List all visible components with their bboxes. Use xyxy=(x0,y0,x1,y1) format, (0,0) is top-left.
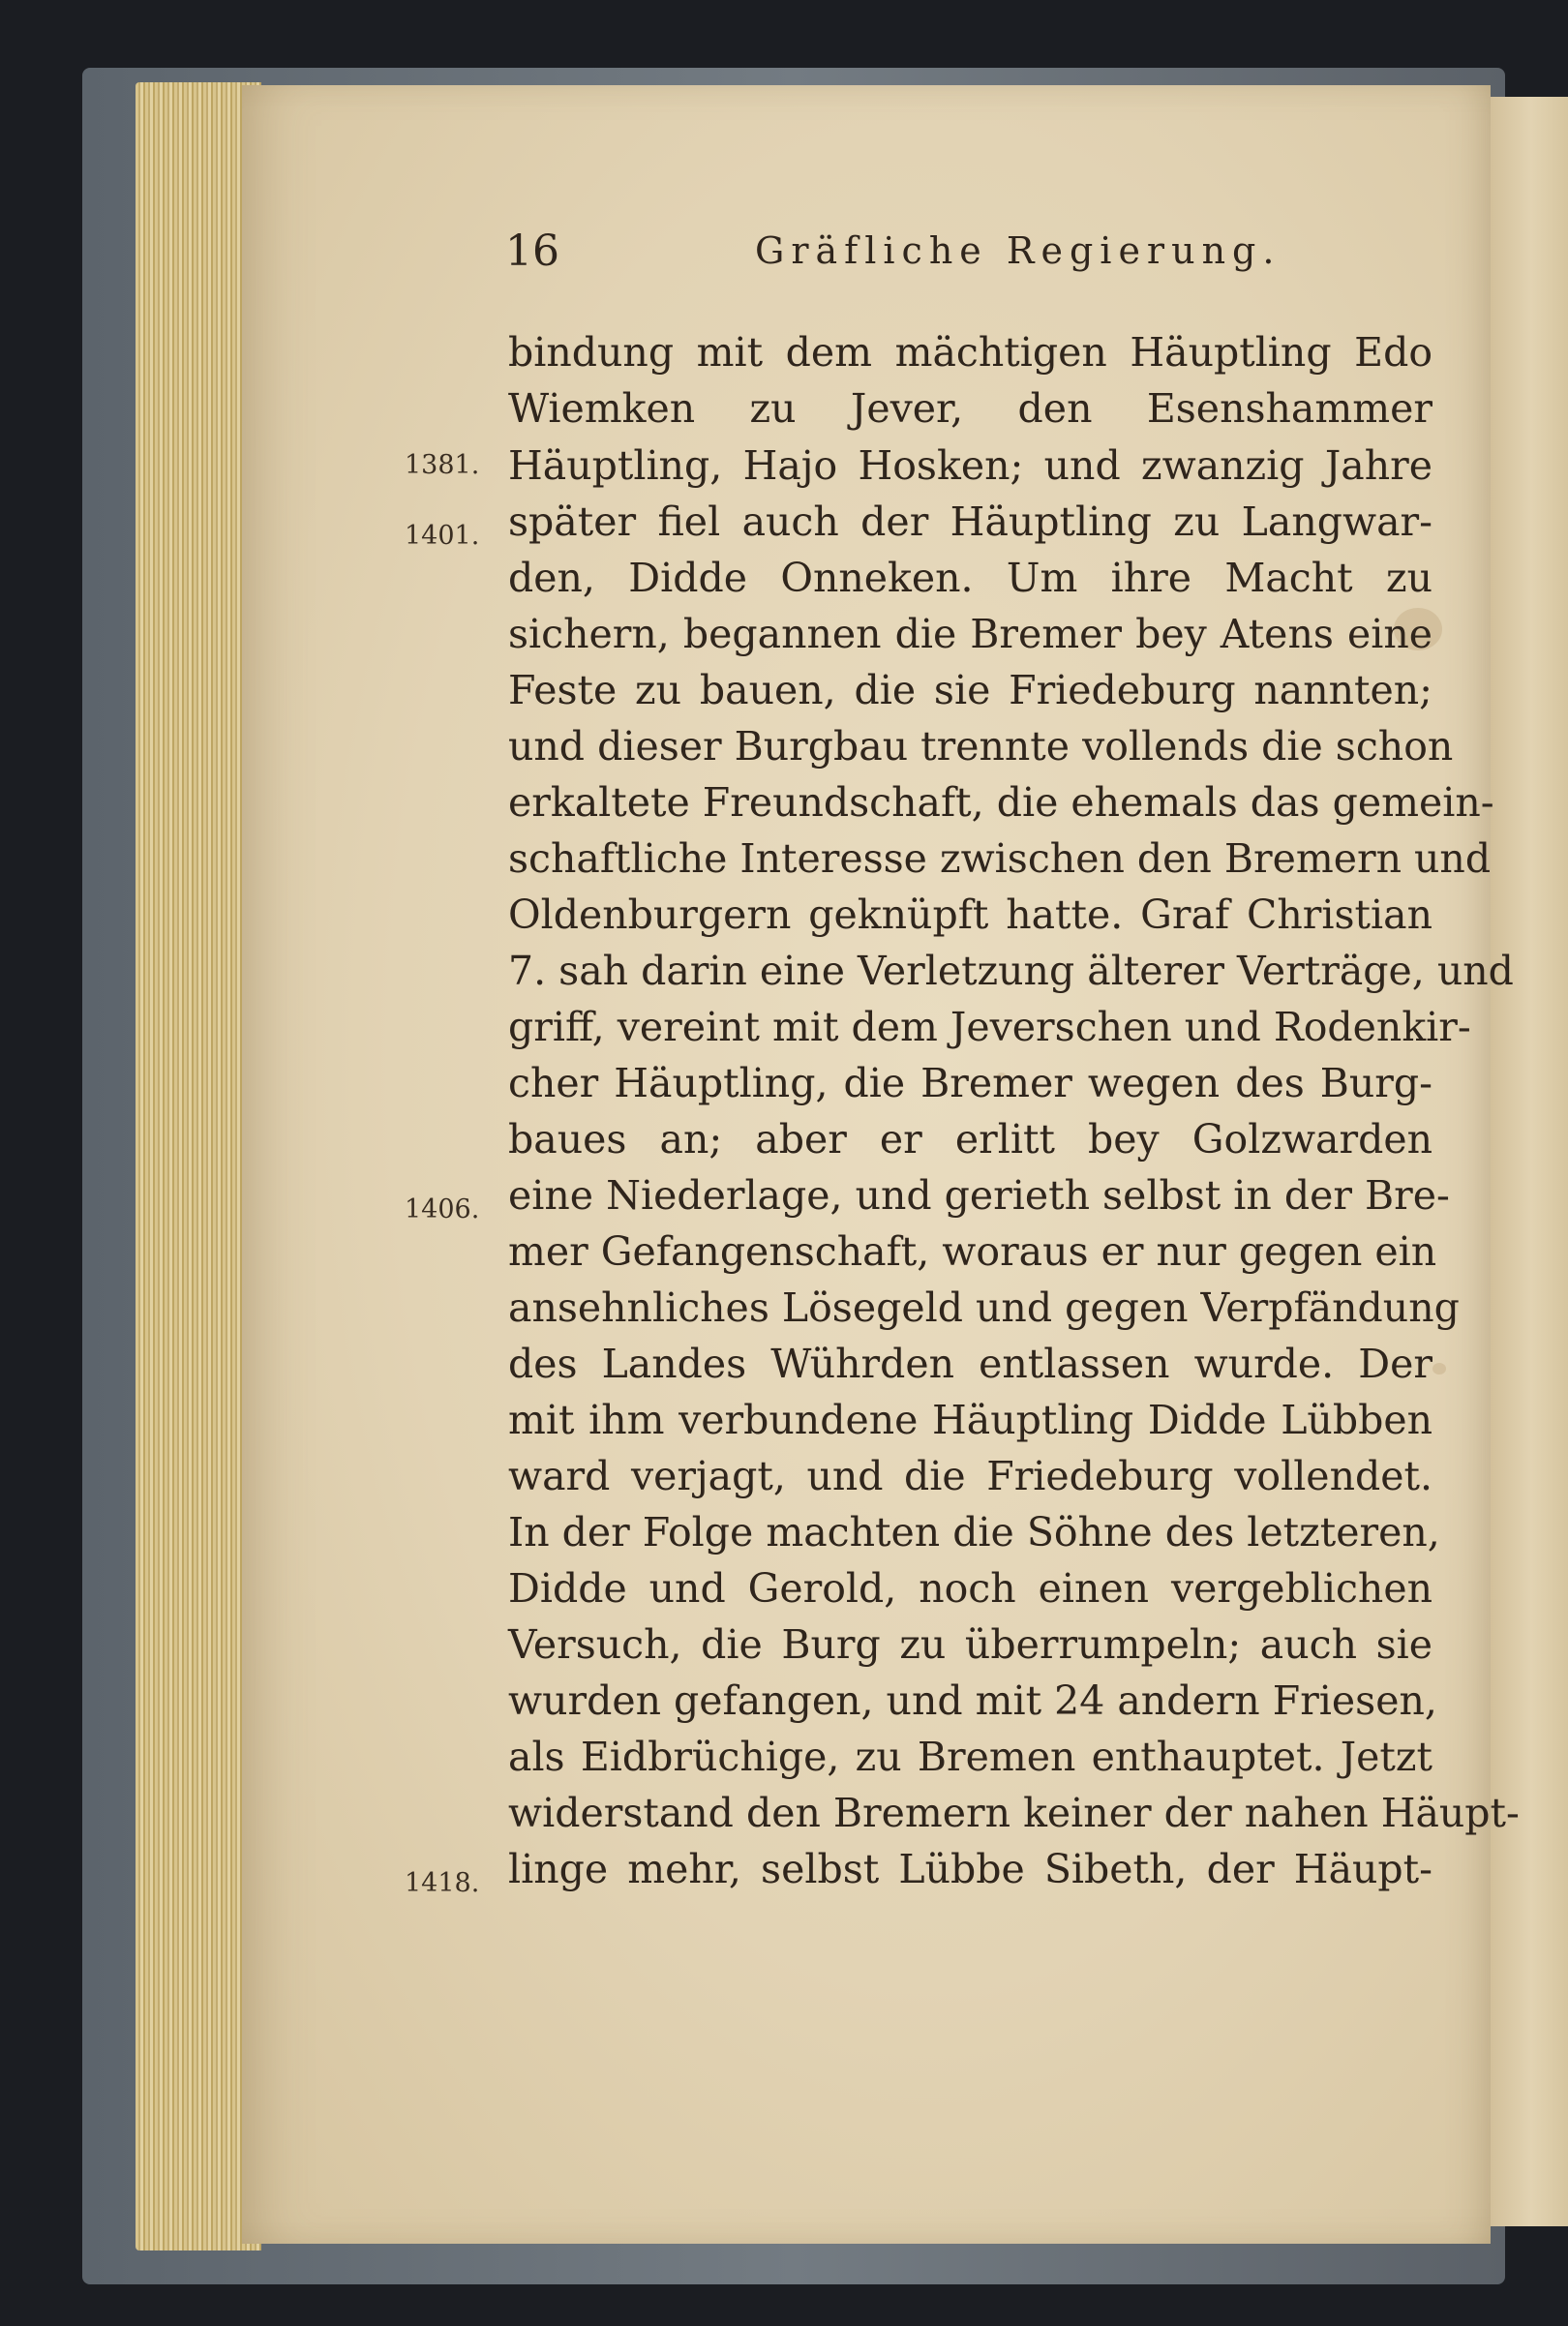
text-line: mit ihm verbundene Häuptling Didde Lübben xyxy=(508,1397,1432,1443)
margin-year: 1406. xyxy=(405,1194,480,1224)
page-number: 16 xyxy=(505,227,559,276)
text-line: mer Gefangenschaft, woraus er nur gegen ein xyxy=(508,1228,1437,1275)
text-line: sichern, begannen die Bremer bey Atens eine xyxy=(508,611,1432,657)
text-line: erkaltete Freundschaft, die ehemals das gemein- xyxy=(508,779,1494,826)
text-line: bindung mit dem mächtigen Häuptling Edo xyxy=(508,329,1432,376)
margin-year: 1401. xyxy=(405,521,480,551)
text-line: baues an; aber er erlitt bey Golzwarden xyxy=(508,1116,1432,1163)
text-line: Wiemken zu Jever, den Esenshammer xyxy=(508,385,1432,432)
text-line: wurden gefangen, und mit 24 andern Friesen, xyxy=(508,1677,1437,1724)
text-line: 7. sah darin eine Verletzung älterer Verträge, und xyxy=(508,948,1514,994)
text-line: Feste zu bauen, die sie Friedeburg nannten; xyxy=(508,667,1432,713)
text-line: linge mehr, selbst Lübbe Sibeth, der Häupt- xyxy=(508,1846,1432,1892)
running-title: Gräfliche Regierung. xyxy=(755,229,1282,272)
text-line: Didde und Gerold, noch einen vergeblichen xyxy=(508,1565,1432,1612)
text-line: des Landes Wührden entlassen wurde. Der xyxy=(508,1341,1432,1387)
text-line: schaftliche Interesse zwischen den Bremern und xyxy=(508,835,1492,882)
text-line: Oldenburgern geknüpft hatte. Graf Christian xyxy=(508,891,1432,938)
text-line: cher Häuptling, die Bremer wegen des Burg- xyxy=(508,1060,1432,1106)
text-line: Häuptling, Hajo Hosken; und zwanzig Jahre xyxy=(508,442,1432,489)
text-line: und dieser Burgbau trennte vollends die schon xyxy=(508,723,1454,770)
text-line: ward verjagt, und die Friedeburg vollendet. xyxy=(508,1453,1432,1499)
text-line: als Eidbrüchige, zu Bremen enthauptet. Jetzt xyxy=(508,1734,1432,1780)
text-line: später fiel auch der Häuptling zu Langwar- xyxy=(508,498,1432,545)
margin-year: 1381. xyxy=(405,450,480,480)
text-line: widerstand den Bremern keiner der nahen Häupt- xyxy=(508,1790,1520,1836)
text-line: Versuch, die Burg zu überrumpeln; auch sie xyxy=(508,1621,1432,1668)
text-line: eine Niederlage, und gerieth selbst in der Bre- xyxy=(508,1172,1450,1219)
text-line: griff, vereint mit dem Jeverschen und Rodenkir- xyxy=(508,1004,1471,1050)
text-line: In der Folge machten die Söhne des letzteren, xyxy=(508,1509,1440,1556)
text-line: ansehnliches Lösegeld und gegen Verpfändung xyxy=(508,1284,1460,1331)
text-line: den, Didde Onneken. Um ihre Macht zu xyxy=(508,555,1432,601)
margin-year: 1418. xyxy=(405,1868,480,1898)
